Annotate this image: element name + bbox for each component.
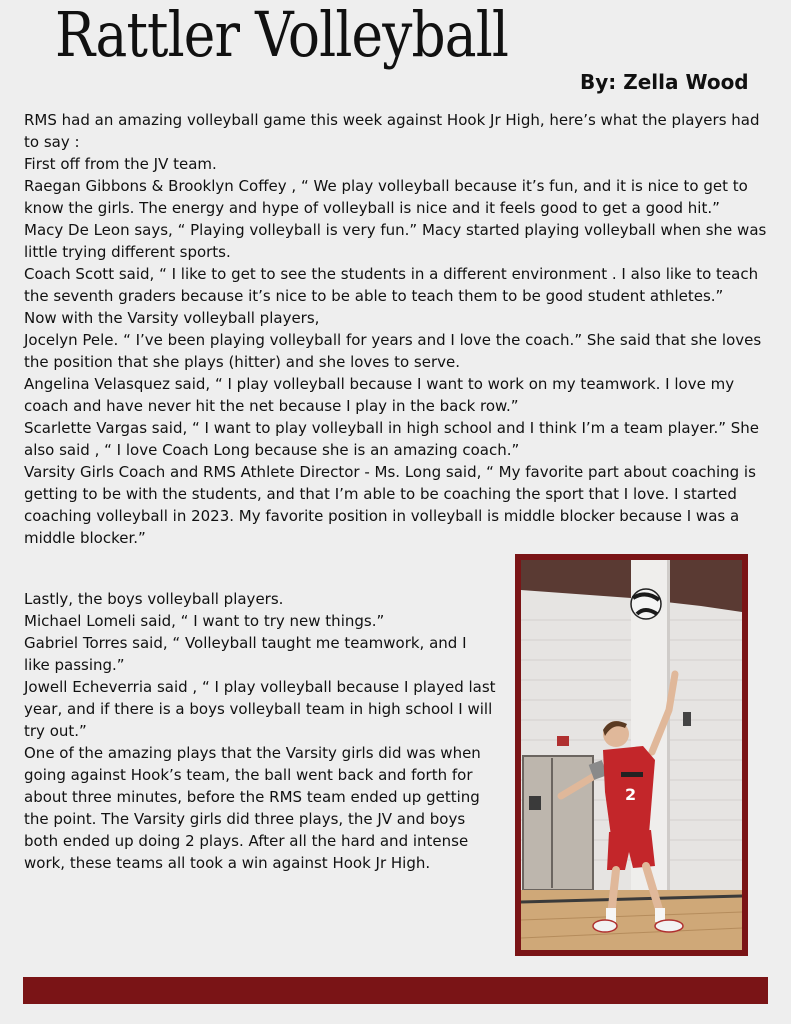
article-paragraph: Jocelyn Pele. “ I’ve been playing volleyball for years and I love the coach.” She said that she loves the position that she plays (hitter) and she loves to serve. [24, 331, 762, 371]
footer-bar [23, 977, 768, 1004]
article-paragraph: Macy De Leon says, “ Playing volleyball is very fun.” Macy started playing volleyball when she was little trying different sports. [24, 221, 767, 261]
article-title: Rattler Volleyball [55, 0, 509, 71]
boys-paragraph: Michael Lomeli said, “ I want to try new things.” [24, 612, 385, 630]
jersey-number: 2 [625, 785, 637, 804]
player-serving-illustration [521, 560, 742, 950]
article-paragraph: RMS had an amazing volleyball game this week against Hook Jr High, here’s what the players had to say : [24, 111, 760, 151]
author-byline: By: Zella Wood [580, 70, 749, 94]
article-paragraph: Now with the Varsity volleyball players, [24, 309, 320, 327]
article-paragraph: First off from the JV team. [24, 155, 217, 173]
article-body [24, 109, 779, 549]
article-paragraph: Raegan Gibbons & Brooklyn Coffey , “ We play volleyball because it’s fun, and it is nice to get to know the girls. The energy and hype of volleyball is nice and it feels good to get a good hit.” [24, 177, 748, 217]
article-paragraph: Scarlette Vargas said, “ I want to play volleyball in high school and I think I’m a team player.” She also said , “ I love Coach Long because she is an amazing coach.” [24, 419, 760, 459]
boys-section [24, 588, 496, 874]
boys-paragraph: One of the amazing plays that the Varsity girls did was when going against Hook’s team, the ball went back and forth for about three minutes, before the RMS team ended up getting the point. The Varsity girls did three plays, the JV and boys both ended up doing 2 plays. After all the hard and intense work, these teams all took a win against Hook Jr High. [24, 744, 481, 872]
article-paragraph: Angelina Velasquez said, “ I play volleyball because I want to work on my teamwork. I love my coach and have never hit the net because I play in the back row.” [24, 375, 735, 415]
boys-paragraph: Lastly, the boys volleyball players. [24, 590, 284, 608]
article-paragraph: Coach Scott said, “ I like to get to see the students in a different environment . I also like to teach the seventh graders because it’s nice to be able to teach them to be good student athletes.” [24, 265, 759, 305]
boys-paragraph: Gabriel Torres said, “ Volleyball taught me teamwork, and I like passing.” [24, 634, 467, 674]
article-paragraph: Varsity Girls Coach and RMS Athlete Director - Ms. Long said, “ My favorite part about coaching is getting to be with the students, and that I’m able to be coaching the sport that I love. I started coaching volleyball in 2023. My favorite position in volleyball is middle blocker because I was a middle blocker.” [24, 463, 756, 547]
volleyball-player-photo [521, 560, 742, 950]
photo-frame [515, 554, 748, 956]
boys-paragraph: Jowell Echeverria said , “ I play volleyball because I played last year, and if there is a boys volleyball team in high school I will try out.” [24, 678, 496, 740]
